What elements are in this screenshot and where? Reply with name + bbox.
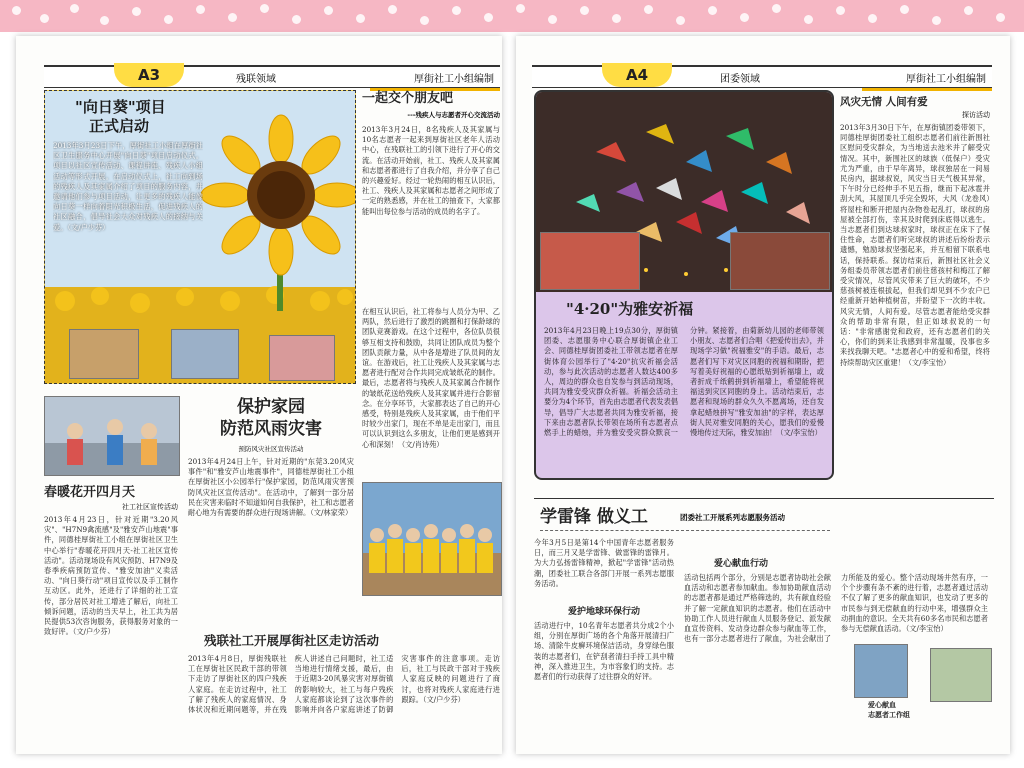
friends-title: 一起交个朋友吧 — [362, 91, 454, 106]
disaster-title-line2: 防范风雨灾害 — [220, 419, 322, 439]
disaster-love-body: 2013年3月30日下午，在厚街镇团委带领下，同德桂厚街团委社工组织志愿者们前往新围社区慰问受灾群众，为当地送去池米并了解受灾情况。其中，新围社区的球族（低保户）受灾尤为严重，由于早年离异，球叔独居在一间易民房内，据球叔说，风灾当日天气极其异常，下午时分已经伸手不见五指，继而下起冰雹并刮大风，其屋顶几乎完全毁坏，大风（龙卷风）将屋柱和断开把屋内杂物卷起乱打，球叔的房屋被全部打伤，幸其及时爬到床底得以逃生。当志愿者们到达球叔家时，球叔正在床下了保住性命，志愿者们听完球叔的讲述后纷纷表示遗憾，勉励球叔坚强起来，并互相留下联系电话，保持联系。探访结束后，新围社区社会义务组委员带领志愿者们前往慈孩村和梅江了解受灾情况，尽管风灾带来了巨大的破坏，不少慈孩树被连根拔起，但我们却见到不少农户已经重新开始种植树苗，并盼望下一次的丰收。风灾无情，人间有爱。尽管志愿者能给受灾群众的帮助非常有限，但正如球叔说的一句话："非常感谢党和政府，还有志愿者们的关心，你们的到来让我感到非常温暖，没事也多来找我聊天吧。"志愿者心中的爱和希望，终将持续帮助灾区重建！（文/李宝怡） — [840, 123, 990, 367]
leifeng-article — [534, 498, 994, 746]
friends-article — [362, 90, 500, 480]
sunflower-title-line1: "向日葵"项目 — [75, 98, 166, 116]
disaster-byline: 预防风灾社区宣传活动 — [238, 445, 304, 453]
activity-photo — [44, 396, 180, 476]
volunteer-photo — [854, 644, 908, 698]
sunflower-article — [44, 90, 356, 384]
yaan-body: 2013年4月23日晚上19点30分，厚街镇团委、志愿服务中心联合厚街镇企业工会、同德桂厚街团委社工带领志愿者在厚街体育公园举行了"4·20"抗灾祈福会活动，参与此次活动的志愿者人数达400多人，周边的群众也自发参与到活动现场，共同为雅安受灾群众祈福。祈福会活动主要分为4个环节，首先由志愿者代表发表倡导，倡导广大志愿者共同为雅安祈福，接下来由志愿者队长带领在场所有志愿者点燃手上的蜡烛，并为雅安受灾群众默哀一分钟。紧接着，由菊新幼儿园的老师带领小朋友、志愿者们合唱《把爱传出去》，并现场学习做"祝福雅安"的手语。最后，志愿者们写下对灾区同胞的祝福和期盼，把写着美好祝福的心愿纸贴到祈福墙上，或者折成千纸鹤拼到祈福墙上，希望能将祝福送到灾区同胞的身上。活动结束后，志愿者和现场的群众久久不愿离场，还自发拿起蜡烛拼写"雅安加油"的字样，表达厚街人民对雅安同胞的关心，愿我们的爱慢慢地传过天际，雅安加油！（文/李宝怡） — [544, 326, 824, 438]
volunteer-photo — [930, 648, 992, 702]
leifeng-intro: 今年3月5日是第14个中国青年志愿者服务日，而三月又是学雷锋、做雷锋的雷锋月。为大力弘扬雷锋精神，掀起"学雷锋"活动热潮，团委社工联合各部门开展一系列志愿服务活动。 — [534, 538, 674, 588]
page-number: A3 — [114, 63, 184, 87]
blood-body: 活动包括两个部分，分别是志愿者协助社会献血活动和志愿者参加献血。参加协助献血活动的志愿者都是通过严格筛选的，共有献血经验并了解一定献血知识的志愿者。他们在活动中协助工作人员进行献血人员服务登记、派发献血宣传资料、发动身边群众参与献血等工作，也有一部分志愿者进行了献血，为社会献出了力所能及的爱心。整个活动现场井然有序，一个个步骤有条不紊的进行着，志愿者通过活动不仅了解了更多的献血知识，也发动了更多的市民参与到无偿献血的行动中来，增强群众主动捐血的意识。全天共有60多名市民和志愿者参与无偿献血活动。（文/李宝怡） — [684, 573, 988, 644]
disaster-love-article — [840, 94, 990, 494]
event-photo — [69, 329, 139, 379]
section-divider — [534, 498, 994, 499]
flower-april-title: 春暖花开四月天 — [44, 485, 136, 500]
photo-figures — [45, 397, 179, 475]
badge-caption-2: 志愿者工作组 — [868, 710, 910, 719]
blood-title: 爱心献血行动 — [714, 559, 769, 569]
visit-body: 2013年4月8日，厚街残联社工在厚街社区民政干部的带领下走访了厚街社区的四户残疾人家庭。在走访过程中，社工了解了残疾人的家庭情况、身体状况和近期问题等，并在残疾人讲述自己问题时，社工适当地进行情绪支援，最后，由于近期3·20风暴灾害对厚街镇的影响较大，社工与每户残疾人家庭都谈论到了这次事件的影响并向各户家庭讲述了防御灾害事件的注意事项。走访后，社工与民政干部对于残疾人家庭反映的问题进行了商讨，也将对残疾人家庭进行进跟踪。（文/户少芬） — [188, 654, 500, 715]
visit-title: 残联社工开展厚街社区走访活动 — [204, 633, 380, 648]
page-header — [532, 65, 992, 88]
candle-photo — [540, 232, 640, 290]
disaster-love-title: 风灾无情 人间有爱 — [840, 96, 928, 108]
flower-april-body: 2013年4月23日，针对近期"3.20风灾"、"H7N9禽流感"及"雅安芦山地震"事件，同德桂厚街社工小组在厚街社区卫生中心举行"春暖花开四月天-社工社区宣传活动"。活动现场设有风灾预防、H7N9及春季疾病预防宣传、"雅安加油"义卖活动、"向日葵行动"项目宣传以及手工制作互动区。此外，还进行了详细的社工宣传，部分居民对社工增进了解后，向社工倾诉问题，活动的当天早上，社工共为居民提供53次咨询服务，获得服务对象的一致好评。（文/户少芬） — [44, 515, 178, 637]
env-title: 爱护地球环保行动 — [567, 607, 640, 617]
env-body: 活动进行中，10名青年志愿者共分成2个小组，分别在厚街广场的各个角落开展清扫广场、清除牛皮癣环境保洁活动，身穿绿色服装的志愿者们，在铲刮者清扫手持工具中精神，深入推进卫生，为市容象们的支持。志愿者们的行动获得了过往群众的好评。 — [534, 621, 674, 682]
disaster-title-line1: 保护家园 — [237, 397, 305, 417]
page-number: A4 — [602, 63, 672, 87]
yaan-article — [534, 90, 834, 480]
page-a4 — [516, 36, 1010, 754]
leifeng-col-1 — [534, 538, 674, 741]
sunflower-title-line2: 正式启动 — [89, 117, 150, 135]
leifeng-byline: 团委社工开展系列志愿服务活动 — [680, 513, 785, 522]
flower-april-article — [44, 484, 178, 716]
event-photo — [171, 329, 239, 379]
group-photo — [362, 482, 502, 596]
leifeng-col-2 — [684, 538, 988, 743]
section-label: 团委领域 — [720, 74, 760, 85]
section-label: 残联领域 — [236, 74, 276, 85]
photo-group-figures — [363, 483, 501, 595]
friends-body2: 在相互认识后，社工将参与人员分为甲、乙两队，然后进行了激烈的跳圈和打保龄球的团队竞赛游戏。在这个过程中，各位队员很够互相支持和鼓励，共同让团队成员为整个团队贡献力量，从中各是增进了队员间的友谊。在游戏后，社工让残疾人及其家属与志愿者进行配对合作共同完成皱纸花的制作。最后，志愿者将与残疾人及其家属合作制作的皱纸花送给残疾人及其家属并进行合影留念。在分享环节，大家都表达了自己的开心感受，特别是残疾人及其家属，由于他们平时较少出家门，现在不单是走出家门，而且可以认识到这么多朋友，让他们更是感到开心和深刻！（文/肖诗苑） — [362, 307, 500, 449]
page-header — [44, 65, 500, 88]
divider — [540, 530, 830, 531]
disaster-article — [188, 396, 354, 628]
disaster-love-byline: 探访活动 — [962, 111, 990, 119]
editor-label: 厚街社工小组编制 — [414, 74, 494, 85]
event-photo — [269, 335, 335, 381]
visit-article — [188, 632, 500, 742]
yaan-title: "4·20"为雅安祈福 — [566, 300, 694, 318]
top-decorative-band — [0, 0, 1024, 32]
sunflower-body: 2013年3月23日下午，厚街社工小组在厚街社区卫生服务中心开展"向日葵"项目启动仪式。项目以社区宣传活动、课程讲座、残疾人小组活动等形式开展。在启动仪式上，社工向到场的残疾人及其家属介绍了项目的服务内容，并邀请他们参与项目活动，让更多的残疾人能像向日葵一样向着阳光积极生活，促进残疾人的社区融合，倡导社会大众对残疾人的接纳与关爱。（文/户少芬） — [53, 141, 203, 232]
badge-caption-1: 爱心献血 — [868, 700, 896, 709]
candle-photo — [730, 232, 830, 290]
leifeng-title: 学雷锋 做义工 — [540, 507, 648, 527]
disaster-body: 2013年4月24日上午，针对近期的"东莞3.20风灾事件"和"雅安芦山地震事件"，同德桂厚街社工小组在厚街社区小公园举行"保护家园，防范风雨灾害预防风灾社区宣传活动"。在活动中，了解到一部分居民在灾害来临时不知道如何自我保护，社工和志愿者耐心地为有需要的群众进行现场讲解。（文/林家荣） — [188, 457, 354, 518]
page-a3 — [16, 36, 502, 754]
sunflower-head — [201, 115, 355, 275]
header-stripe — [862, 88, 992, 91]
flower-april-byline: 社工社区宣传活动 — [122, 503, 178, 511]
friends-subtitle: ---残疾人与志愿者开心交流活动 — [407, 111, 500, 119]
editor-label: 厚街社工小组编制 — [906, 74, 986, 85]
friends-body1: 2013年3月24日，8名残疾人及其家属与10名志愿者一起来到厚街社区老年人活动中心，在残联社工的引领下进行了开心的交流。在活动开始前，社工、残疾人及其家属和志愿者都进行了自我介绍，并分享了自己的兴趣爱好。经过一轮热闹的相互认识后，社工、残疾人及其家属和志愿者之间形成了一定的熟悉感，并在社工的抽查下，大家都能叫出每位参与活动的成员的名字了。 — [362, 125, 500, 216]
